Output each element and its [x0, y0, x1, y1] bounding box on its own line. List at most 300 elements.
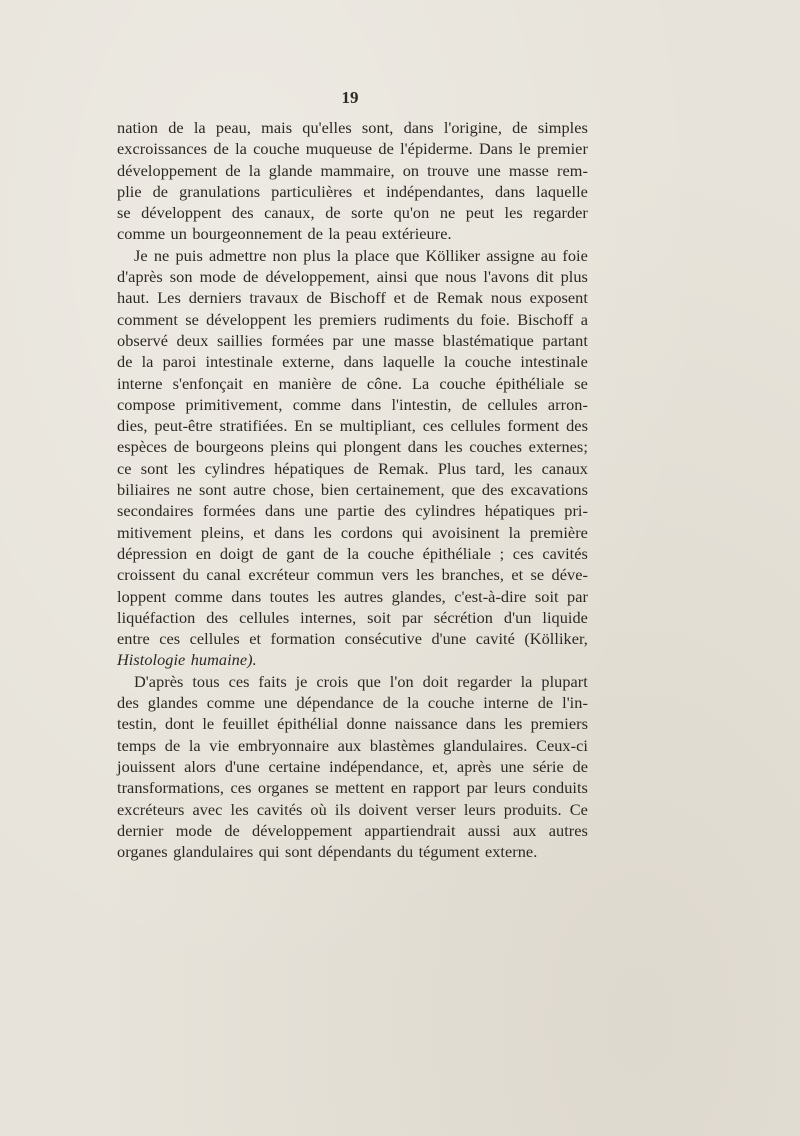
word: derniers — [188, 288, 242, 308]
word: rem- — [557, 160, 588, 180]
word: D'après — [134, 671, 184, 691]
text-line — [117, 607, 588, 628]
word: Ceux-ci — [536, 735, 588, 755]
text-line — [117, 564, 588, 585]
text-line — [117, 223, 588, 244]
word: le — [202, 714, 215, 734]
word: peau — [345, 224, 377, 244]
word: alors — [184, 756, 217, 776]
word: se — [319, 416, 333, 436]
word: bourgeonnement — [192, 224, 303, 244]
word: En — [294, 416, 313, 436]
word: épithéliale — [495, 373, 565, 393]
word: simples — [537, 118, 588, 137]
word: indépendantes, — [386, 181, 484, 201]
word: doit — [422, 671, 449, 691]
word: externe, — [282, 352, 335, 372]
word: compose — [117, 394, 176, 414]
word: couche — [439, 373, 486, 393]
word: de — [341, 373, 357, 393]
word: Ce — [569, 799, 588, 819]
word: l'épiderme. — [400, 139, 473, 159]
word: de — [353, 458, 369, 478]
word: foie. — [480, 309, 510, 329]
word: doigt — [219, 543, 254, 563]
word: où — [310, 799, 327, 819]
word: glandulaires. — [443, 735, 528, 755]
word: mettent — [335, 778, 385, 798]
word: c'est-à-dire — [454, 586, 527, 606]
word: branches, — [441, 565, 504, 585]
word: les — [514, 458, 533, 478]
word: série — [532, 756, 564, 776]
word: interne — [483, 693, 529, 713]
word: mammaire, — [320, 160, 395, 180]
word: développent — [141, 203, 222, 223]
word: cylindres — [204, 458, 265, 478]
text-line — [117, 692, 588, 713]
word: cellules — [487, 394, 538, 414]
word: la — [193, 118, 206, 137]
word: sont, — [361, 118, 394, 137]
text-line — [117, 351, 588, 372]
word: rudiments — [383, 309, 450, 329]
word: formées — [271, 330, 324, 350]
word: regarder — [533, 203, 588, 223]
word: gant — [286, 543, 315, 563]
word: travaux — [249, 288, 299, 308]
word: des — [117, 693, 139, 713]
word: dans — [465, 714, 496, 734]
word: que — [414, 267, 439, 287]
word: de — [537, 693, 554, 713]
word: trouve — [427, 160, 470, 180]
word: dans — [343, 352, 374, 372]
word: l'intestin, — [391, 394, 452, 414]
word: de — [382, 693, 399, 713]
word: des — [206, 607, 229, 627]
word: les — [313, 522, 332, 542]
word: au — [540, 245, 557, 265]
word: ce — [117, 458, 132, 478]
word: l'in- — [562, 693, 588, 713]
word: biliaires — [117, 480, 170, 500]
word: peau, — [215, 118, 251, 137]
word: développement, — [265, 267, 370, 287]
word: manière — [278, 373, 332, 393]
word: comme — [174, 586, 223, 606]
word: plus — [560, 267, 588, 287]
word: commun — [316, 565, 374, 585]
word: intestinale — [520, 352, 588, 372]
word: assigne — [486, 245, 535, 265]
word: dans — [264, 501, 296, 521]
word: épithéliale — [422, 543, 491, 563]
word: dit — [536, 267, 554, 287]
word: de — [572, 756, 588, 776]
word: cellules — [239, 607, 290, 627]
word: de — [378, 139, 394, 159]
word: organes — [257, 778, 309, 798]
word: Bischoff — [517, 309, 574, 329]
word: dans — [274, 522, 305, 542]
word: développement — [117, 160, 218, 180]
word: les — [293, 309, 312, 329]
word: de — [117, 352, 133, 372]
word: dans — [407, 437, 438, 457]
word: produits. — [503, 799, 562, 819]
word: nation — [117, 118, 158, 137]
word: la — [443, 352, 456, 372]
word: masse — [508, 160, 549, 180]
word: comment — [117, 309, 178, 329]
word: plie — [117, 181, 142, 201]
word: de — [225, 160, 241, 180]
word: Remak. — [378, 458, 429, 478]
word: dans — [231, 586, 262, 606]
word: déve- — [551, 565, 588, 585]
word: se — [315, 778, 329, 798]
word: excroissances — [117, 139, 208, 159]
word: par — [567, 586, 588, 606]
word: des — [231, 203, 254, 223]
text-line — [117, 330, 588, 351]
word: blastématique — [442, 330, 534, 350]
word: dies, — [117, 416, 148, 436]
word: Plus — [437, 458, 467, 478]
word: une — [304, 501, 329, 521]
word: certainement, — [355, 480, 445, 500]
text-line — [117, 586, 588, 607]
word: mode — [199, 267, 236, 287]
word: et — [363, 181, 376, 201]
word: certaine — [268, 756, 321, 776]
word: développent — [206, 309, 287, 329]
word: naissance — [394, 714, 458, 734]
text-line — [117, 373, 588, 394]
word: comme — [206, 693, 255, 713]
word: cavités — [542, 543, 588, 563]
text-line — [117, 160, 588, 181]
word: se — [117, 203, 131, 223]
word: une — [361, 330, 386, 350]
word: jouissent — [117, 756, 176, 776]
word: crois — [316, 671, 349, 691]
word: liquide — [542, 607, 588, 627]
word: d'une — [224, 756, 260, 776]
word: première — [529, 522, 588, 542]
word: testin, — [117, 714, 157, 734]
text-line — [117, 309, 588, 330]
word: de — [224, 820, 240, 840]
word: conduits — [532, 778, 588, 798]
word: en — [195, 543, 212, 563]
word: aux — [337, 735, 362, 755]
word: cellules — [189, 629, 240, 649]
word: et — [511, 565, 524, 585]
word: appartiendrait — [364, 820, 456, 840]
word: exposent — [529, 288, 588, 308]
word: plupart — [541, 671, 588, 691]
word: admettre — [209, 245, 267, 265]
text-line — [117, 735, 588, 756]
word: un — [170, 224, 187, 244]
word: verser — [415, 799, 456, 819]
word: Je — [134, 245, 148, 265]
word: chose, — [272, 480, 315, 500]
word: nous — [490, 288, 522, 308]
word: toutes — [269, 586, 309, 606]
word: aux — [512, 820, 537, 840]
word: autre — [233, 480, 266, 500]
text-line — [117, 117, 588, 138]
word: aussi — [467, 820, 501, 840]
word: canal — [206, 565, 241, 585]
word: entre — [117, 629, 150, 649]
word: glandulaires — [173, 842, 254, 862]
word: ils — [334, 799, 351, 819]
word: embryonnaire — [237, 735, 329, 755]
word: organes — [117, 842, 168, 862]
word: soit — [534, 586, 559, 606]
word: couche — [253, 139, 300, 159]
word: de — [164, 735, 181, 755]
word: couche — [464, 352, 512, 372]
text-line — [117, 649, 588, 670]
text-line — [117, 777, 588, 798]
word: ne — [176, 480, 193, 500]
text-line — [117, 522, 588, 543]
word: bourgeons — [195, 437, 264, 457]
body-text — [117, 117, 588, 862]
word: secondaires — [117, 501, 194, 521]
word: dépendants — [317, 842, 392, 862]
word: la — [328, 224, 341, 244]
word: que — [451, 480, 476, 500]
text-line — [117, 202, 588, 223]
word: laquelle — [536, 181, 588, 201]
word: internes, — [300, 607, 357, 627]
word: dépression — [117, 543, 188, 563]
word: cône. — [366, 373, 402, 393]
word: du — [396, 842, 414, 862]
word: se — [185, 309, 199, 329]
word: premiers — [530, 714, 588, 734]
word: qui — [401, 522, 423, 542]
word: du — [182, 565, 200, 585]
word: peut — [465, 203, 495, 223]
word: extérieure. — [381, 224, 452, 244]
word: cavité — [475, 629, 515, 649]
word: dépendance — [296, 693, 374, 713]
word: interne — [117, 373, 163, 393]
text-line — [117, 266, 588, 287]
word: mode — [175, 820, 213, 840]
word: tégument — [418, 842, 480, 862]
word: a — [580, 309, 588, 329]
word: de — [323, 543, 339, 563]
word: croissent — [117, 565, 176, 585]
word: glandes, — [391, 586, 446, 606]
word: partie — [337, 501, 375, 521]
text-line — [117, 415, 588, 436]
word: de — [152, 181, 169, 201]
word: excréteur — [248, 565, 310, 585]
word: se — [530, 565, 545, 585]
word: en — [253, 373, 269, 393]
word: du — [456, 309, 474, 329]
word: la — [520, 671, 533, 691]
word: mais — [261, 118, 293, 137]
word: que — [395, 245, 420, 265]
word: comme — [117, 224, 166, 244]
word: dont — [164, 714, 195, 734]
word: de — [512, 118, 528, 137]
word: forment — [507, 416, 560, 436]
word: mitivement — [117, 522, 192, 542]
word: de — [173, 437, 190, 457]
word: indépendance, — [329, 756, 424, 776]
word: couches — [469, 437, 523, 457]
word: ces — [422, 416, 444, 436]
word: les — [230, 799, 249, 819]
word: Remak — [436, 288, 484, 308]
text-line — [117, 543, 588, 564]
word: dernier — [117, 820, 164, 840]
text-line — [117, 138, 588, 159]
text-line — [117, 394, 588, 415]
word: qui — [316, 437, 338, 457]
word: de — [461, 394, 478, 414]
text-line — [117, 458, 588, 479]
word: la — [188, 735, 201, 755]
word: La — [412, 373, 430, 393]
word: nous — [445, 267, 477, 287]
word: une — [500, 756, 524, 776]
text-line — [117, 181, 588, 202]
word: qui — [258, 842, 280, 862]
word: développement — [252, 820, 353, 840]
word: liquéfaction — [117, 607, 196, 627]
word: de — [413, 288, 429, 308]
word: tard, — [475, 458, 505, 478]
word: foie — [562, 245, 588, 265]
word: les — [177, 458, 196, 478]
word: ces — [228, 671, 250, 691]
word: soit — [367, 607, 391, 627]
word: loppent — [117, 586, 167, 606]
word: muqueuse — [305, 139, 373, 159]
word: leurs — [494, 778, 526, 798]
word: de — [306, 288, 322, 308]
word: par — [401, 607, 423, 627]
word: ne — [153, 245, 170, 265]
word: granulations — [179, 181, 261, 201]
word: glande — [268, 160, 313, 180]
text-line — [117, 799, 588, 820]
word: l'on — [389, 671, 414, 691]
word: se — [574, 373, 588, 393]
word: humaine). — [190, 650, 257, 670]
word: excavations — [510, 480, 588, 500]
word: bien — [320, 480, 350, 500]
word: par — [466, 778, 488, 798]
word: les — [416, 565, 435, 585]
word: cylindres — [415, 501, 476, 521]
word: hépatiques — [484, 501, 555, 521]
word: ces — [512, 543, 534, 563]
word: des — [566, 416, 588, 436]
word: de — [307, 224, 323, 244]
word: hépatiques — [274, 458, 345, 478]
word: laquelle — [382, 352, 435, 372]
word: comme — [292, 394, 341, 414]
word: autres — [548, 820, 588, 840]
word: faits — [258, 671, 287, 691]
word: avoisinent — [432, 522, 500, 542]
word: place — [354, 245, 390, 265]
word: haut. — [117, 288, 150, 308]
word: observé — [117, 330, 168, 350]
word: stratifiées. — [219, 416, 288, 436]
word: qu'on — [393, 203, 430, 223]
word: couche — [367, 543, 415, 563]
word: partant — [542, 330, 588, 350]
word: deux — [176, 330, 209, 350]
word: épithélial — [277, 714, 339, 734]
word: arron- — [547, 394, 588, 414]
word: multipliant, — [339, 416, 416, 436]
word: je — [295, 671, 308, 691]
word: Dans — [478, 139, 513, 159]
word: ainsi — [376, 267, 408, 287]
word: externes; — [528, 437, 588, 457]
word: on — [402, 160, 420, 180]
word: ces — [159, 629, 181, 649]
word: une — [263, 693, 288, 713]
word: et, — [432, 756, 449, 776]
text-line — [117, 436, 588, 457]
word: Les — [157, 288, 181, 308]
text-line — [117, 245, 588, 266]
word: des — [481, 480, 504, 500]
word: ces — [230, 778, 252, 798]
word: regarder — [457, 671, 512, 691]
word: la — [347, 543, 360, 563]
word: en — [390, 778, 407, 798]
word: masse — [394, 330, 435, 350]
word: la — [336, 245, 349, 265]
word: d'une — [431, 629, 467, 649]
word: canaux — [541, 458, 588, 478]
word: (Kölliker, — [524, 629, 588, 649]
word: sont — [140, 458, 169, 478]
word: l'avons — [483, 267, 530, 287]
word: les — [504, 714, 523, 734]
word: s'enfonçait — [172, 373, 243, 393]
word: par — [332, 330, 354, 350]
word: pleins, — [200, 522, 245, 542]
word: sécrétion — [433, 607, 493, 627]
word: de — [262, 543, 278, 563]
word: sont — [284, 842, 313, 862]
word: paroi — [162, 352, 197, 372]
word: temps — [117, 735, 157, 755]
word: son — [169, 267, 193, 287]
word: cellules — [450, 416, 501, 436]
word: et — [249, 629, 262, 649]
word: donne — [346, 714, 387, 734]
